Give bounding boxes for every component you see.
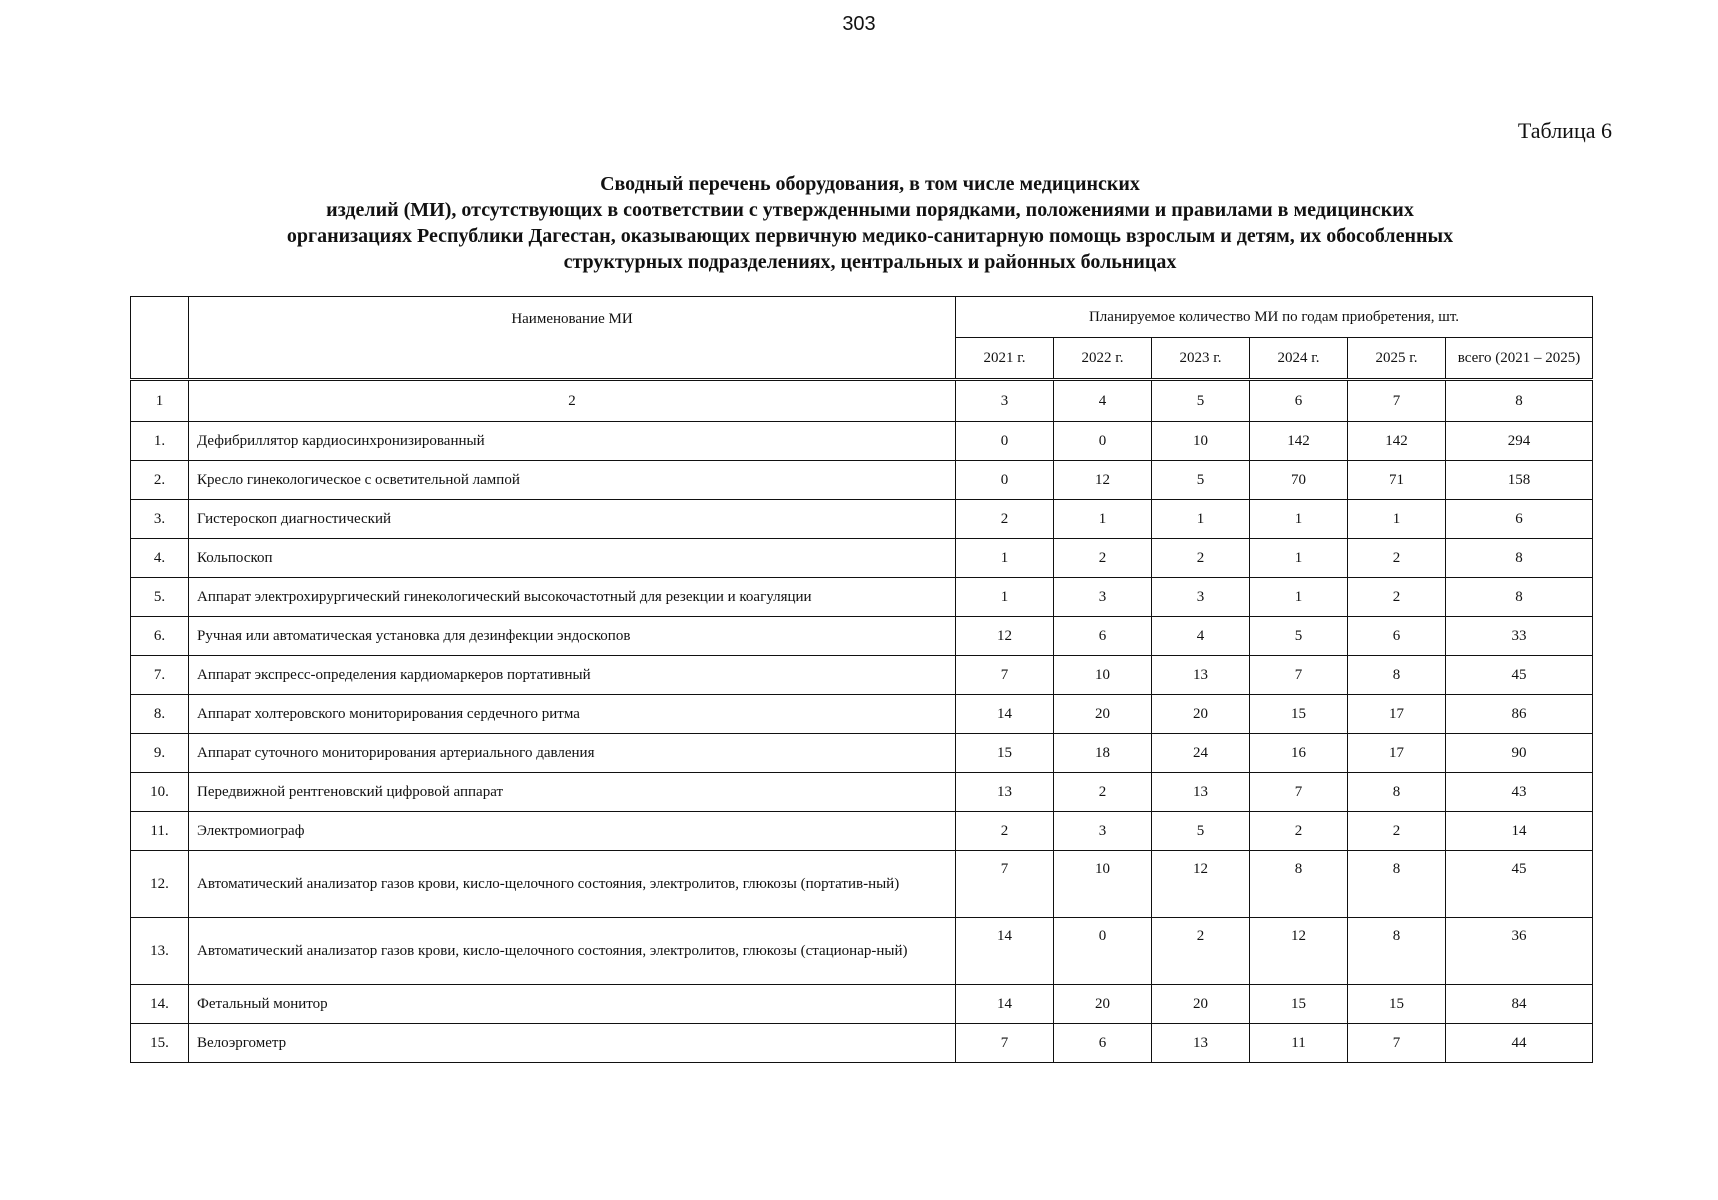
total-quantity: 36 <box>1446 918 1593 985</box>
equipment-name: Велоэргометр <box>189 1024 956 1063</box>
year-quantity: 6 <box>1054 617 1152 656</box>
column-number: 8 <box>1446 380 1593 422</box>
row-number: 12. <box>131 851 189 918</box>
header-year: 2023 г. <box>1152 338 1250 380</box>
year-quantity: 8 <box>1348 918 1446 985</box>
equipment-name: Гистероскоп диагностический <box>189 500 956 539</box>
title-line: Сводный перечень оборудования, в том числе медицинских <box>600 173 1140 195</box>
year-quantity: 1 <box>1054 500 1152 539</box>
document-title <box>130 171 1610 275</box>
year-quantity: 1 <box>1348 500 1446 539</box>
row-number: 10. <box>131 773 189 812</box>
year-quantity: 2 <box>1152 539 1250 578</box>
year-quantity: 14 <box>956 695 1054 734</box>
year-quantity: 7 <box>1250 656 1348 695</box>
year-quantity: 16 <box>1250 734 1348 773</box>
table-row <box>131 695 1593 734</box>
year-quantity: 7 <box>956 1024 1054 1063</box>
equipment-name: Кресло гинекологическое с осветительной лампой <box>189 461 956 500</box>
title-line: организациях Республики Дагестан, оказывающих первичную медико-санитарную помощь взрослым и детям, их обособленных <box>286 225 1454 247</box>
year-quantity: 17 <box>1348 734 1446 773</box>
total-quantity: 43 <box>1446 773 1593 812</box>
year-quantity: 2 <box>1152 918 1250 985</box>
header-name: Наименование МИ <box>189 297 956 380</box>
row-number: 9. <box>131 734 189 773</box>
equipment-name: Аппарат суточного мониторирования артериального давления <box>189 734 956 773</box>
year-quantity: 14 <box>956 918 1054 985</box>
year-quantity: 1 <box>956 578 1054 617</box>
equipment-name: Кольпоскоп <box>189 539 956 578</box>
equipment-name: Передвижной рентгеновский цифровой аппарат <box>189 773 956 812</box>
year-quantity: 13 <box>1152 773 1250 812</box>
row-number: 15. <box>131 1024 189 1063</box>
total-quantity: 45 <box>1446 656 1593 695</box>
total-quantity: 8 <box>1446 578 1593 617</box>
year-quantity: 8 <box>1250 851 1348 918</box>
year-quantity: 1 <box>1250 539 1348 578</box>
equipment-name: Аппарат экспресс-определения кардиомаркеров портативный <box>189 656 956 695</box>
year-quantity: 4 <box>1152 617 1250 656</box>
year-quantity: 14 <box>956 985 1054 1024</box>
header-year: 2021 г. <box>956 338 1054 380</box>
year-quantity: 12 <box>1054 461 1152 500</box>
total-quantity: 86 <box>1446 695 1593 734</box>
table-row <box>131 500 1593 539</box>
column-number: 2 <box>189 380 956 422</box>
total-quantity: 45 <box>1446 851 1593 918</box>
year-quantity: 0 <box>956 461 1054 500</box>
equipment-name: Аппарат электрохирургический гинекологический высокочастотный для резекции и коагуляции <box>189 578 956 617</box>
year-quantity: 7 <box>956 851 1054 918</box>
year-quantity: 1 <box>956 539 1054 578</box>
year-quantity: 15 <box>956 734 1054 773</box>
table-row <box>131 851 1593 918</box>
year-quantity: 3 <box>1152 578 1250 617</box>
column-number: 3 <box>956 380 1054 422</box>
table-row <box>131 617 1593 656</box>
row-number: 11. <box>131 812 189 851</box>
year-quantity: 2 <box>956 812 1054 851</box>
year-quantity: 12 <box>956 617 1054 656</box>
row-number: 8. <box>131 695 189 734</box>
year-quantity: 3 <box>1054 812 1152 851</box>
year-quantity: 142 <box>1250 422 1348 461</box>
header-planned-quantity: Планируемое количество МИ по годам приобретения, шт. <box>956 297 1593 338</box>
year-quantity: 8 <box>1348 851 1446 918</box>
year-quantity: 20 <box>1054 695 1152 734</box>
column-number: 6 <box>1250 380 1348 422</box>
year-quantity: 2 <box>1348 812 1446 851</box>
year-quantity: 71 <box>1348 461 1446 500</box>
table-row <box>131 539 1593 578</box>
row-number: 3. <box>131 500 189 539</box>
column-numbers-row <box>131 380 1593 422</box>
column-number: 1 <box>131 380 189 422</box>
year-quantity: 18 <box>1054 734 1152 773</box>
year-quantity: 1 <box>1250 578 1348 617</box>
year-quantity: 24 <box>1152 734 1250 773</box>
row-number: 1. <box>131 422 189 461</box>
year-quantity: 11 <box>1250 1024 1348 1063</box>
row-number: 4. <box>131 539 189 578</box>
year-quantity: 2 <box>956 500 1054 539</box>
table-row <box>131 773 1593 812</box>
equipment-name: Электромиограф <box>189 812 956 851</box>
year-quantity: 142 <box>1348 422 1446 461</box>
row-number: 7. <box>131 656 189 695</box>
total-quantity: 33 <box>1446 617 1593 656</box>
total-quantity: 8 <box>1446 539 1593 578</box>
year-quantity: 5 <box>1250 617 1348 656</box>
year-quantity: 1 <box>1250 500 1348 539</box>
year-quantity: 5 <box>1152 812 1250 851</box>
year-quantity: 6 <box>1054 1024 1152 1063</box>
equipment-name: Ручная или автоматическая установка для дезинфекции эндоскопов <box>189 617 956 656</box>
year-quantity: 70 <box>1250 461 1348 500</box>
year-quantity: 10 <box>1152 422 1250 461</box>
total-quantity: 158 <box>1446 461 1593 500</box>
year-quantity: 15 <box>1250 695 1348 734</box>
year-quantity: 7 <box>1348 1024 1446 1063</box>
table-row <box>131 578 1593 617</box>
total-quantity: 294 <box>1446 422 1593 461</box>
header-year: 2022 г. <box>1054 338 1152 380</box>
row-number: 13. <box>131 918 189 985</box>
equipment-name: Дефибриллятор кардиосинхронизированный <box>189 422 956 461</box>
year-quantity: 8 <box>1348 656 1446 695</box>
row-number: 14. <box>131 985 189 1024</box>
year-quantity: 13 <box>1152 1024 1250 1063</box>
table-label: Таблица 6 <box>1517 118 1612 143</box>
table-row <box>131 422 1593 461</box>
year-quantity: 2 <box>1054 539 1152 578</box>
equipment-table <box>130 296 1593 1063</box>
table-row <box>131 985 1593 1024</box>
year-quantity: 20 <box>1152 695 1250 734</box>
year-quantity: 12 <box>1152 851 1250 918</box>
header-number-cell <box>131 297 189 380</box>
year-quantity: 10 <box>1054 656 1152 695</box>
year-quantity: 13 <box>1152 656 1250 695</box>
total-quantity: 6 <box>1446 500 1593 539</box>
total-quantity: 14 <box>1446 812 1593 851</box>
title-line: изделий (МИ), отсутствующих в соответствии с утвержденными порядками, положениями и правилами в медицинских <box>326 199 1414 221</box>
year-quantity: 0 <box>1054 422 1152 461</box>
year-quantity: 0 <box>1054 918 1152 985</box>
table-row <box>131 918 1593 985</box>
total-quantity: 84 <box>1446 985 1593 1024</box>
column-number: 7 <box>1348 380 1446 422</box>
year-quantity: 2 <box>1348 539 1446 578</box>
header-year: 2025 г. <box>1348 338 1446 380</box>
equipment-name: Аппарат холтеровского мониторирования сердечного ритма <box>189 695 956 734</box>
equipment-name: Автоматический анализатор газов крови, кисло-щелочного состояния, электролитов, глюкозы (стационар-ный) <box>189 918 956 985</box>
year-quantity: 2 <box>1348 578 1446 617</box>
total-quantity: 44 <box>1446 1024 1593 1063</box>
column-number: 4 <box>1054 380 1152 422</box>
header-year: 2024 г. <box>1250 338 1348 380</box>
equipment-name: Фетальный монитор <box>189 985 956 1024</box>
table-row <box>131 812 1593 851</box>
year-quantity: 15 <box>1348 985 1446 1024</box>
title-line: структурных подразделениях, центральных и районных больницах <box>563 251 1177 273</box>
table-row <box>131 734 1593 773</box>
year-quantity: 2 <box>1250 812 1348 851</box>
year-quantity: 8 <box>1348 773 1446 812</box>
year-quantity: 10 <box>1054 851 1152 918</box>
row-number: 5. <box>131 578 189 617</box>
year-quantity: 12 <box>1250 918 1348 985</box>
page-number: 303 <box>842 13 876 35</box>
column-number: 5 <box>1152 380 1250 422</box>
year-quantity: 0 <box>956 422 1054 461</box>
table-row <box>131 656 1593 695</box>
header-total: всего (2021 – 2025) <box>1446 338 1593 380</box>
year-quantity: 5 <box>1152 461 1250 500</box>
year-quantity: 1 <box>1152 500 1250 539</box>
year-quantity: 7 <box>956 656 1054 695</box>
year-quantity: 7 <box>1250 773 1348 812</box>
year-quantity: 20 <box>1152 985 1250 1024</box>
year-quantity: 2 <box>1054 773 1152 812</box>
row-number: 2. <box>131 461 189 500</box>
year-quantity: 3 <box>1054 578 1152 617</box>
year-quantity: 20 <box>1054 985 1152 1024</box>
table-row <box>131 461 1593 500</box>
year-quantity: 17 <box>1348 695 1446 734</box>
year-quantity: 15 <box>1250 985 1348 1024</box>
total-quantity: 90 <box>1446 734 1593 773</box>
year-quantity: 13 <box>956 773 1054 812</box>
equipment-name: Автоматический анализатор газов крови, кисло-щелочного состояния, электролитов, глюкозы (портатив-ный) <box>189 851 956 918</box>
row-number: 6. <box>131 617 189 656</box>
year-quantity: 6 <box>1348 617 1446 656</box>
table-row <box>131 1024 1593 1063</box>
